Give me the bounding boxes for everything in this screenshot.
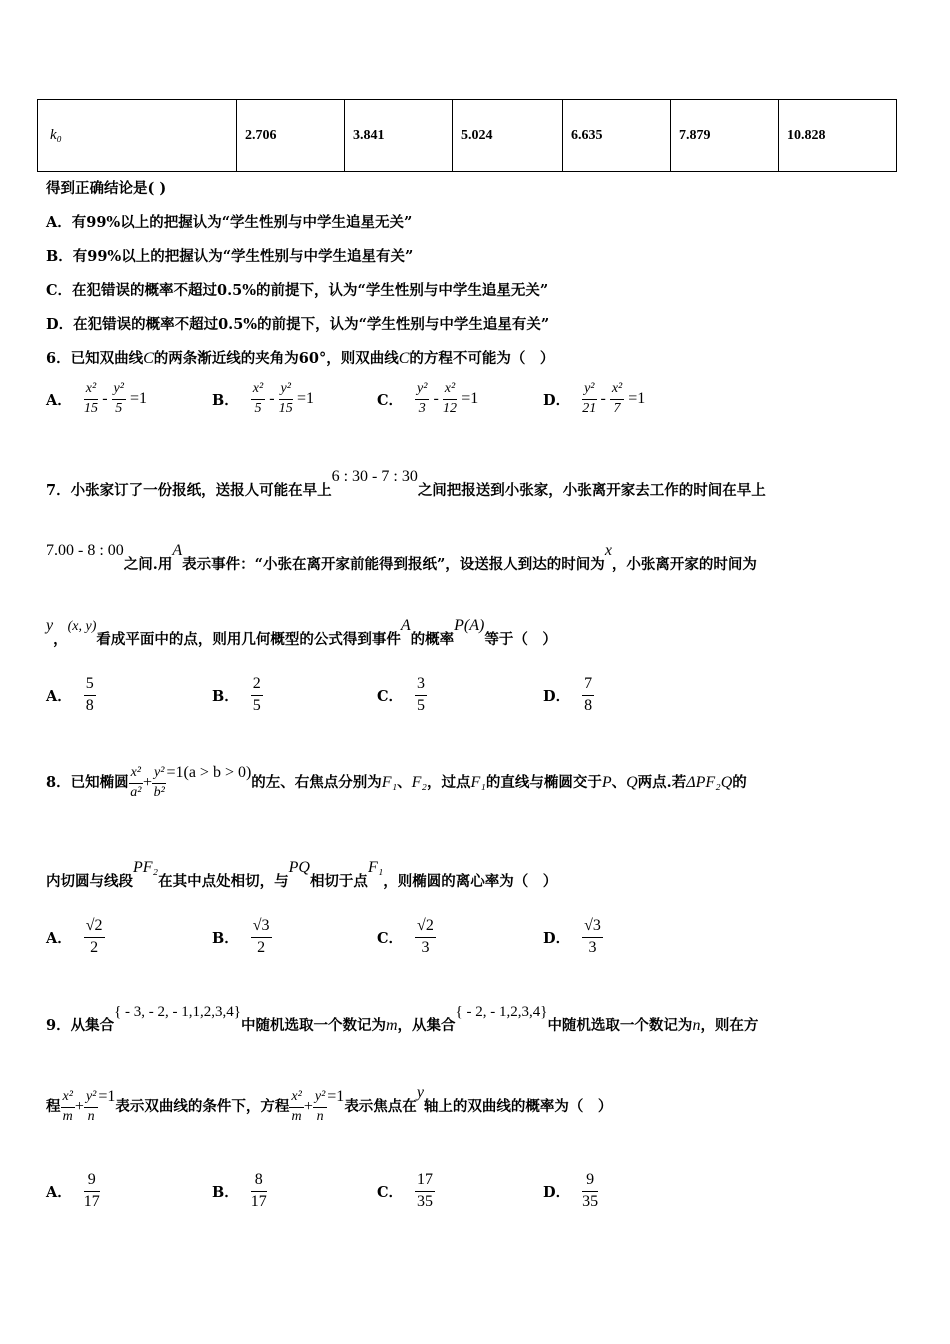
- q5-option-a: A．有99%以上的把握认为“学生性别与中学生追星无关”: [46, 214, 413, 231]
- q5-option-b: B．有99%以上的把握认为“学生性别与中学生追星有关”: [46, 248, 414, 265]
- q8-option-c: C． $\frac{√2}{3}$: [377, 917, 434, 956]
- q6-option-a: A． $\frac{\text{x²}}{15}$ - $\frac{\text{y²}}{5}$ =1: [46, 381, 147, 416]
- q7-line-1: 7．小张家订了一份报纸，送报人可能在早上6 : 30 - 7 : 30之间把报送到小张家，小张离开家去工作的时间在早上: [46, 468, 766, 499]
- q6-option-c: C． $\frac{\text{y²}}{3}$ - $\frac{\text{x²}}{12}$ =1: [377, 381, 479, 416]
- table-cell: 2.706: [237, 100, 345, 172]
- q9-option-b: B． $\frac{8}{17}$: [212, 1171, 267, 1210]
- q7-option-c: C． $\frac{3}{5}$: [377, 675, 426, 714]
- table-cell: 3.841: [345, 100, 453, 172]
- q6-stem: 6．已知双曲线C的两条渐近线的夹角为60°，则双曲线C的方程不可能为（ ）: [46, 350, 555, 367]
- q8-option-d: D． $\frac{√3}{3}$: [543, 917, 601, 956]
- q7-option-a: A． $\frac{5}{8}$: [46, 675, 94, 714]
- q5-prompt: 得到正确结论是( ): [46, 180, 167, 197]
- q7-option-d: D． $\frac{7}{8}$: [543, 675, 593, 714]
- q6-option-b: B． $\frac{\text{x²}}{5}$ - $\frac{\text{y²}}{15}$ =1: [212, 381, 314, 416]
- k0-cell: k₀: [38, 100, 237, 172]
- q9-line-2: 程 $\frac{\text{x²}}{m}$ + $\frac{\text{y²}}{n}$ =1表示双曲线的条件下，方程 $\frac{\text{x²}}{m}$ + $\frac{\text{y²}}{n}$ =1表示焦点在y轴上的双曲线的概率为（ ）: [46, 1084, 613, 1124]
- q8-option-a: A． $\frac{√2}{2}$: [46, 917, 103, 956]
- q9-line-1: 9．从集合{ - 3, - 2, - 1,1,2,3,4}中随机选取一个数记为m，从集合{ - 2, - 1,2,3,4}中随机选取一个数记为n，则在方: [46, 1004, 759, 1034]
- q7-line-3: y，(x, y)看成平面中的点，则用几何概型的公式得到事件A的概率P(A)等于（ ）: [46, 617, 557, 648]
- q9-option-d: D． $\frac{9}{35}$: [543, 1171, 599, 1210]
- q9-option-a: A． $\frac{9}{17}$: [46, 1171, 100, 1210]
- q5-option-d: D．在犯错误的概率不超过0.5%的前提下，认为“学生性别与中学生追星有关”: [46, 316, 550, 333]
- critical-value-table: [37, 99, 897, 172]
- table-cell: 6.635: [563, 100, 671, 172]
- table-cell: 5.024: [453, 100, 563, 172]
- q8-option-b: B． $\frac{√3}{2}$: [212, 917, 270, 956]
- table-cell: 7.879: [671, 100, 779, 172]
- q7-line-2: 7.00 - 8 : 00之间.用A表示事件：“小张在离开家前能得到报纸”，设送报人到达的时间为x，小张离开家的时间为: [46, 542, 757, 573]
- q6-option-d: D． $\frac{\text{y²}}{21}$ - $\frac{\text{x²}}{7}$ =1: [543, 381, 646, 416]
- q8-line-1: 8．已知椭圆 $\frac{\text{x²}}{\text{a²}}$ + $\frac{\text{y²}}{\text{b²}}$ =1(a > b > 0)的左、右焦点分别为F₁、F₂，过点F₁的直线与椭圆交于P、Q两点.若ΔPF₂Q的: [46, 764, 747, 800]
- q9-option-c: C． $\frac{17}{35}$: [377, 1171, 434, 1210]
- table-row: [38, 100, 897, 172]
- q8-line-2: 内切圆与线段PF₂在其中点处相切，与PQ相切于点F₁，则椭圆的离心率为（ ）: [46, 859, 558, 890]
- q7-option-b: B． $\frac{2}{5}$: [212, 675, 261, 714]
- table-cell: 10.828: [779, 100, 897, 172]
- q5-option-c: C．在犯错误的概率不超过0.5%的前提下，认为“学生性别与中学生追星无关”: [46, 282, 549, 299]
